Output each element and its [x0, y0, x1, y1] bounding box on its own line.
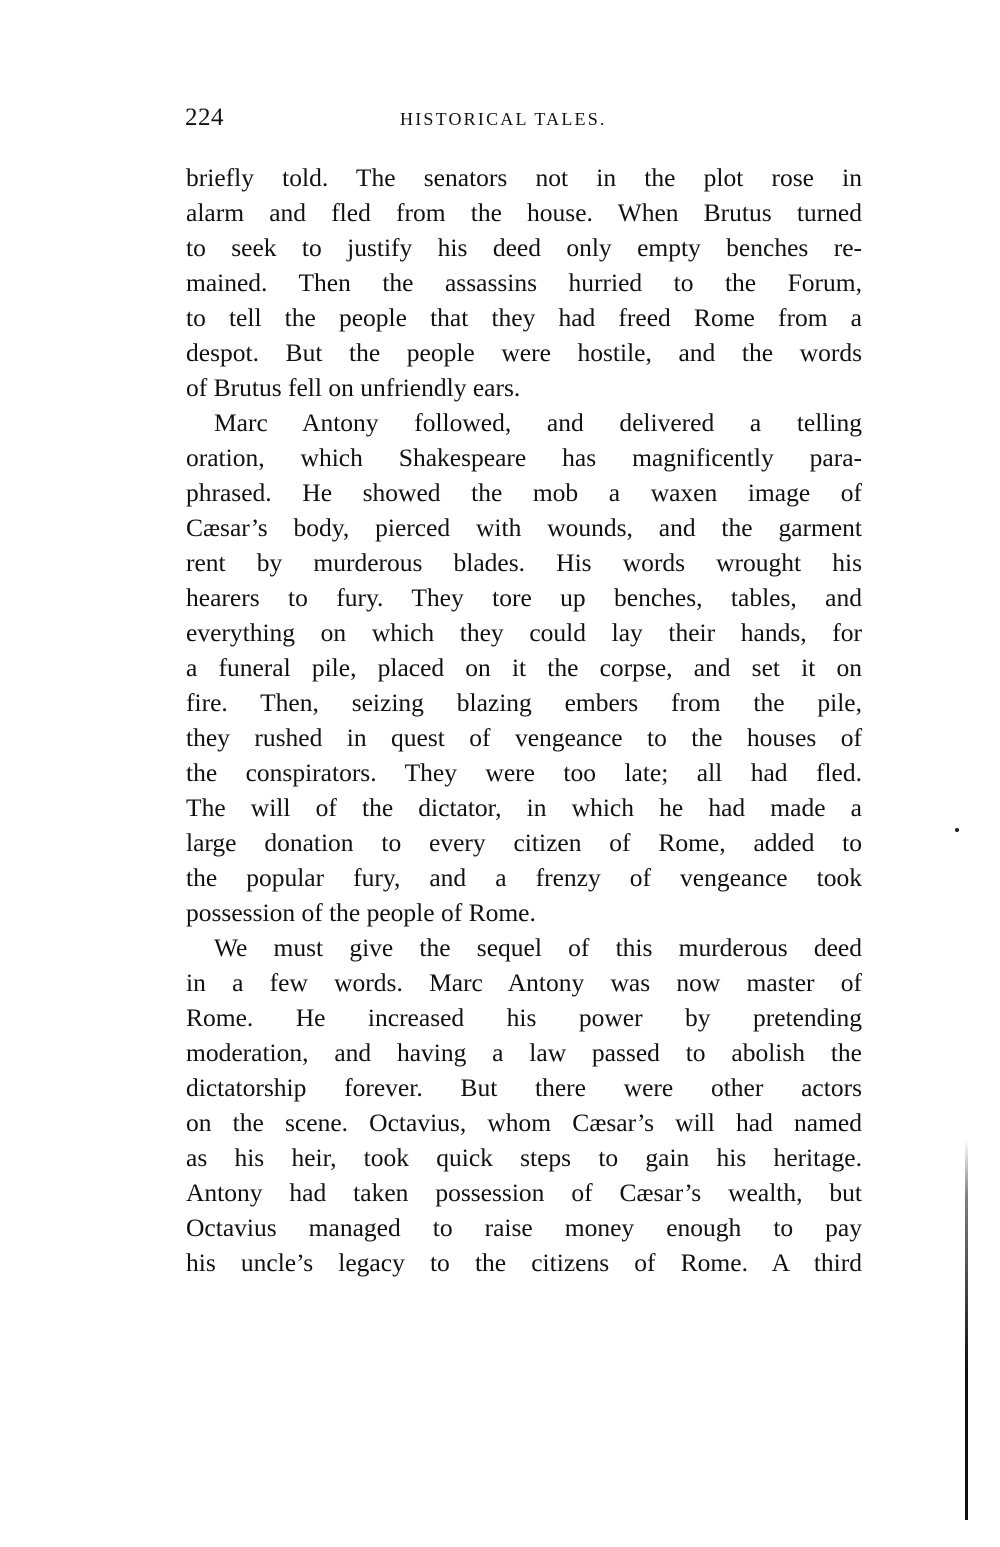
text-line: large donation to every citizen of Rome, added to [186, 828, 862, 857]
text-line: they rushed in quest of vengeance to the houses of [186, 723, 862, 752]
page-number: 224 [185, 104, 224, 131]
text-line: in a few words. Marc Antony was now master of [186, 968, 862, 997]
text-line: to tell the people that they had freed Rome from a [186, 303, 862, 332]
text-line: Octavius managed to raise money enough to pay [186, 1213, 862, 1242]
text-line: rent by murderous blades. His words wrought his [186, 548, 862, 577]
text-line: Marc Antony followed, and delivered a telling [214, 408, 862, 437]
text-line: the conspirators. They were too late; all had fled. [186, 758, 862, 787]
page-header [185, 104, 861, 138]
body-text [186, 160, 862, 1280]
text-line: alarm and fled from the house. When Brutus turned [186, 198, 862, 227]
text-line: possession of the people of Rome. [186, 898, 536, 927]
text-line: fire. Then, seizing blazing embers from the pile, [186, 688, 862, 717]
text-line: a funeral pile, placed on it the corpse, and set it on [186, 653, 862, 682]
running-title: HISTORICAL TALES. [400, 109, 607, 129]
text-line: The will of the dictator, in which he had made a [186, 793, 862, 822]
text-line: Antony had taken possession of Cæsar’s wealth, but [186, 1178, 862, 1207]
text-line: on the scene. Octavius, whom Cæsar’s will had named [186, 1108, 862, 1137]
ink-speck [955, 828, 959, 832]
text-line: phrased. He showed the mob a waxen image of [186, 478, 862, 507]
text-line: oration, which Shakespeare has magnificently para- [186, 443, 862, 472]
text-line: as his heir, took quick steps to gain his heritage. [186, 1143, 862, 1172]
text-line: We must give the sequel of this murderous deed [214, 933, 862, 962]
text-line: the popular fury, and a frenzy of vengeance took [186, 863, 862, 892]
text-line: Rome. He increased his power by pretending [186, 1003, 862, 1032]
text-line: of Brutus fell on unfriendly ears. [186, 373, 521, 402]
text-line: despot. But the people were hostile, and the words [186, 338, 862, 367]
text-line: mained. Then the assassins hurried to the Forum, [186, 268, 862, 297]
text-line: everything on which they could lay their hands, for [186, 618, 862, 647]
text-line: briefly told. The senators not in the plot rose in [186, 163, 862, 192]
text-line: to seek to justify his deed only empty benches re- [186, 233, 862, 262]
text-line: Cæsar’s body, pierced with wounds, and the garment [186, 513, 862, 542]
text-line: moderation, and having a law passed to abolish the [186, 1038, 862, 1067]
text-line: hearers to fury. They tore up benches, tables, and [186, 583, 862, 612]
text-line: dictatorship forever. But there were other actors [186, 1073, 862, 1102]
text-line: his uncle’s legacy to the citizens of Rome. A third [186, 1248, 862, 1277]
page-edge-line [965, 1140, 968, 1520]
